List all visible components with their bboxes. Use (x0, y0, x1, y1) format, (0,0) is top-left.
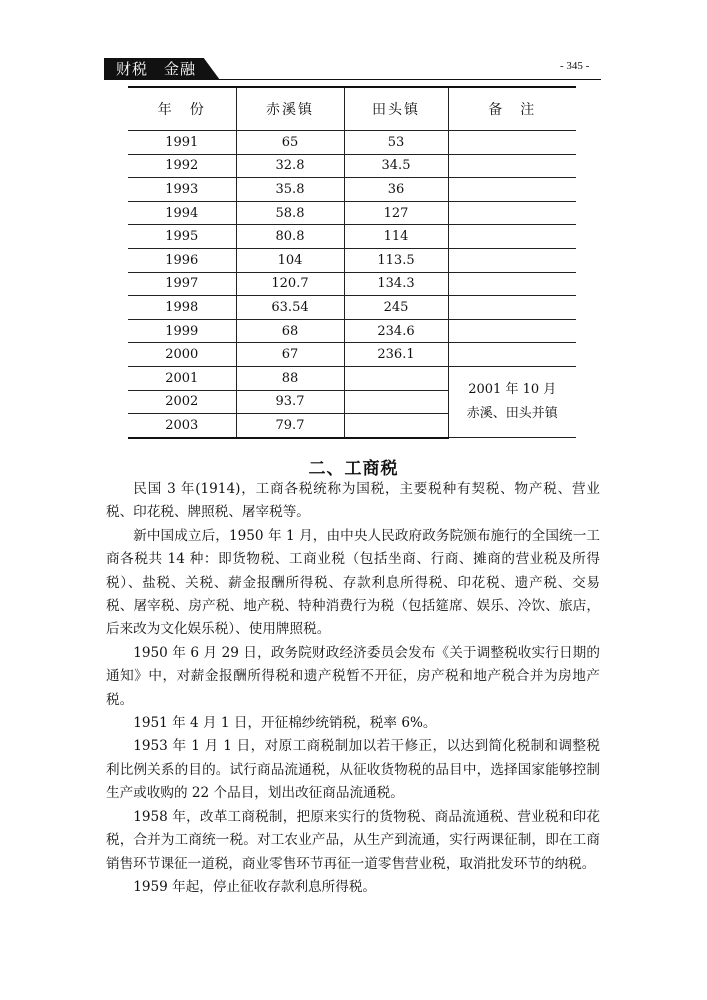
table-row (128, 366, 576, 390)
table-row (128, 343, 576, 367)
cell-tiantou: 34.5 (344, 154, 448, 178)
header-year: 年 份 (128, 87, 236, 131)
cell-year: 1997 (128, 272, 236, 296)
table-row (128, 272, 576, 296)
tax-table (128, 86, 576, 439)
cell-chixi: 88 (236, 366, 344, 390)
cell-chixi: 79.7 (236, 414, 344, 438)
cell-note (448, 272, 576, 296)
cell-year: 1991 (128, 131, 236, 155)
header-rule (104, 79, 601, 80)
cell-year: 2002 (128, 390, 236, 414)
cell-note (448, 131, 576, 155)
table-row (128, 248, 576, 272)
paragraph: 1958 年，改革工商税制，把原来实行的货物税、商品流通税、营业税和印花税，合并为工商统一税。对工农业产品，从生产到流通，实行两课征制，即在工商销售环节课征一道税，商业零售环节再征一道零售营业税，取消批发环节的纳税。 (106, 808, 600, 872)
cell-tiantou: 114 (344, 225, 448, 249)
page-number: - 345 - (560, 60, 590, 72)
cell-year: 1996 (128, 248, 236, 272)
cell-tiantou (344, 414, 448, 438)
paragraph: 新中国成立后，1950 年 1 月，由中央人民政府政务院颁布施行的全国统一工商各税共 14 种：即货物税、工商业税（包括坐商、行商、摊商的营业税及所得税）、盐税、关税、薪金报酬所得税、存款利息所得税、印花税、遗产税、交易税、屠宰税、房产税、地产税、特种消费行为税（包括筵席、娱乐、冷饮、旅店，后来改为文化娱乐税）、使用牌照税。 (106, 527, 600, 638)
cell-tiantou: 36 (344, 178, 448, 202)
cell-note (448, 343, 576, 367)
cell-chixi: 104 (236, 248, 344, 272)
table-row (128, 154, 576, 178)
table-row (128, 201, 576, 225)
cell-tiantou (344, 366, 448, 390)
cell-chixi: 35.8 (236, 178, 344, 202)
cell-note (448, 154, 576, 178)
header-section-title: 财税 金融 (116, 60, 197, 78)
cell-tiantou: 245 (344, 296, 448, 320)
table-row (128, 178, 576, 202)
cell-year: 2001 (128, 366, 236, 390)
header-note: 备 注 (448, 87, 576, 131)
cell-chixi: 67 (236, 343, 344, 367)
paragraph: 1951 年 4 月 1 日，开征棉纱统销税，税率 6%。 (133, 715, 437, 732)
cell-note (448, 248, 576, 272)
paragraph: 1959 年起，停止征收存款利息所得税。 (133, 878, 377, 895)
cell-chixi: 120.7 (236, 272, 344, 296)
cell-note (448, 201, 576, 225)
cell-tiantou: 113.5 (344, 248, 448, 272)
table-row (128, 296, 576, 320)
cell-tiantou: 236.1 (344, 343, 448, 367)
cell-note (448, 319, 576, 343)
cell-year: 1995 (128, 225, 236, 249)
header-chixi: 赤溪镇 (236, 87, 344, 131)
cell-note (448, 225, 576, 249)
paragraph: 1953 年 1 月 1 日，对原工商税制加以若干修正，以达到简化税制和调整税利比例关系的目的。试行商品流通税，从征收货物税的品目中，选择国家能够控制生产或收购的 22 个品目，划出改征商品流通税。 (106, 738, 600, 802)
table-row (128, 225, 576, 249)
cell-note (448, 296, 576, 320)
cell-year: 1992 (128, 154, 236, 178)
cell-chixi: 63.54 (236, 296, 344, 320)
cell-chixi: 68 (236, 319, 344, 343)
cell-tiantou: 53 (344, 131, 448, 155)
section-title: 二、工商税 (308, 459, 399, 479)
cell-year: 1998 (128, 296, 236, 320)
cell-tiantou: 134.3 (344, 272, 448, 296)
paragraph: 1950 年 6 月 29 日，政务院财政经济委员会发布《关于调整税收实行日期的通知》中，对薪金报酬所得税和遗产税暂不开征，房产税和地产税合并为房地产税。 (106, 644, 600, 708)
cell-tiantou: 127 (344, 201, 448, 225)
cell-tiantou (344, 390, 448, 414)
cell-chixi: 58.8 (236, 201, 344, 225)
cell-year: 1994 (128, 201, 236, 225)
cell-year: 2000 (128, 343, 236, 367)
cell-note (448, 178, 576, 202)
cell-chixi: 32.8 (236, 154, 344, 178)
cell-year: 1999 (128, 319, 236, 343)
merge-note-line1: 2001 年 10 月 (468, 382, 557, 398)
paragraph: 民国 3 年(1914)，工商各税统称为国税，主要税种有契税、物产税、营业税、印花税、牌照税、屠宰税等。 (106, 481, 600, 521)
cell-year: 1993 (128, 178, 236, 202)
merge-note-line2: 赤溪、田头并镇 (466, 406, 558, 422)
table-row (128, 131, 576, 155)
table-row (128, 319, 576, 343)
cell-tiantou: 234.6 (344, 319, 448, 343)
cell-year: 2003 (128, 414, 236, 438)
cell-chixi: 80.8 (236, 225, 344, 249)
section-body (106, 478, 600, 899)
table-header-row (128, 87, 576, 131)
cell-chixi: 65 (236, 131, 344, 155)
merge-note-cell (448, 366, 576, 437)
cell-chixi: 93.7 (236, 390, 344, 414)
header-tiantou: 田头镇 (344, 87, 448, 131)
